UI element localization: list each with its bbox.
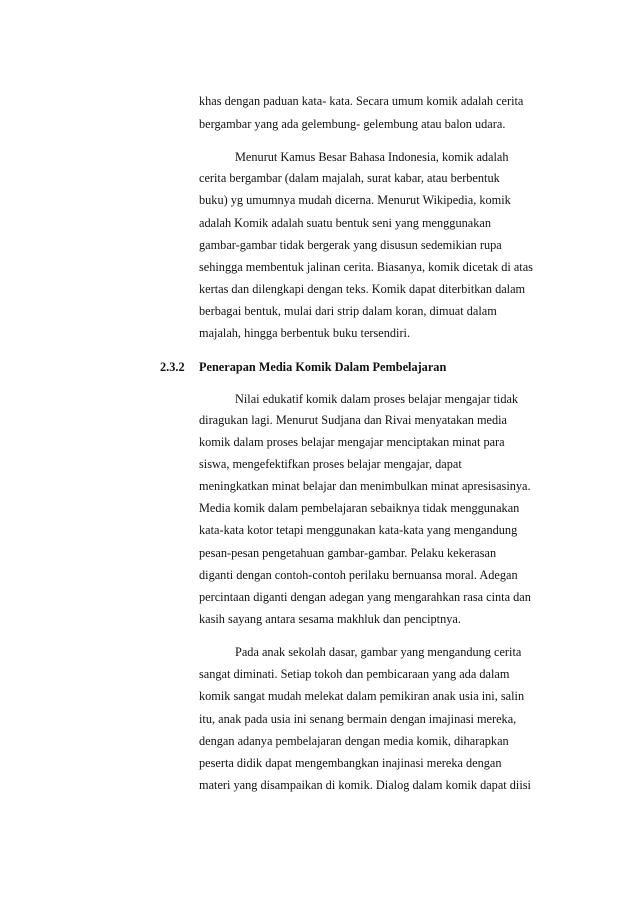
paragraph-line: percintaan diganti dengan adegan yang mengarahkan rasa cinta dan: [199, 590, 531, 604]
paragraph-line: berbagai bentuk, mulai dari strip dalam koran, dimuat dalam: [199, 304, 497, 318]
paragraph-line: komik dalam proses belajar mengajar menciptakan minat para: [199, 435, 505, 449]
paragraph-line: kertas dan dilengkapi dengan teks. Komik dapat diterbitkan dalam: [199, 282, 526, 296]
paragraph-line: siswa, mengefektifkan proses belajar mengajar, dapat: [199, 457, 462, 471]
paragraph-line: diragukan lagi. Menurut Sudjana dan Rivai menyatakan media: [199, 413, 508, 427]
paragraph-line: Nilai edukatif komik dalam proses belajar mengajar tidak: [235, 392, 519, 406]
paragraph-line: komik sangat mudah melekat dalam pemikiran anak usia ini, salin: [199, 689, 525, 703]
paragraph-line: materi yang disampaikan di komik. Dialog dalam komik dapat diisi: [199, 778, 531, 792]
paragraph-line: bergambar yang ada gelembung- gelembung atau balon udara.: [199, 117, 506, 131]
paragraph-line: kasih sayang antara sesama makhluk dan penciptnya.: [199, 612, 461, 626]
paragraph-line: Pada anak sekolah dasar, gambar yang mengandung cerita: [235, 645, 522, 659]
paragraph-line: itu, anak pada usia ini senang bermain dengan imajinasi mereka,: [199, 712, 517, 726]
section-title: Penerapan Media Komik Dalam Pembelajaran: [199, 360, 447, 374]
paragraph-line: dengan adanya pembelajaran dengan media komik, diharapkan: [199, 734, 509, 748]
paragraph-line: diganti dengan contoh-contoh perilaku bernuansa moral. Adegan: [199, 568, 518, 582]
paragraph-line: peserta didik dapat mengembangkan inajinasi mereka dengan: [199, 756, 502, 770]
paragraph-line: majalah, hingga berbentuk buku tersendiri.: [199, 326, 411, 340]
paragraph-line: sehingga membentuk jalinan cerita. Biasanya, komik dicetak di atas: [199, 260, 533, 274]
paragraph-line: pesan-pesan pengetahuan gambar-gambar. Pelaku kekerasan: [199, 546, 497, 560]
paragraph-line: adalah Komik adalah suatu bentuk seni yang menggunakan: [199, 216, 491, 230]
paragraph-line: buku) yg umumnya mudah dicerna. Menurut Wikipedia, komik: [199, 193, 511, 207]
paragraph-line: gambar-gambar tidak bergerak yang disusun sedemikian rupa: [199, 238, 502, 252]
section-number: 2.3.2: [160, 360, 185, 374]
paragraph-line: khas dengan paduan kata- kata. Secara umum komik adalah cerita: [199, 94, 524, 108]
paragraph-line: cerita bergambar (dalam majalah, surat kabar, atau berbentuk: [199, 171, 500, 185]
paragraph-line: Media komik dalam pembelajaran sebaiknya tidak menggunakan: [199, 501, 520, 515]
paragraph-line: meningkatkan minat belajar dan menimbulkan minat apresisasinya.: [199, 479, 531, 493]
paragraph-line: kata-kata kotor tetapi menggunakan kata-kata yang mengandung: [199, 523, 518, 537]
paragraph-line: Menurut Kamus Besar Bahasa Indonesia, komik adalah: [235, 150, 509, 164]
paragraph-line: sangat diminati. Setiap tokoh dan pembicaraan yang ada dalam: [199, 667, 510, 681]
